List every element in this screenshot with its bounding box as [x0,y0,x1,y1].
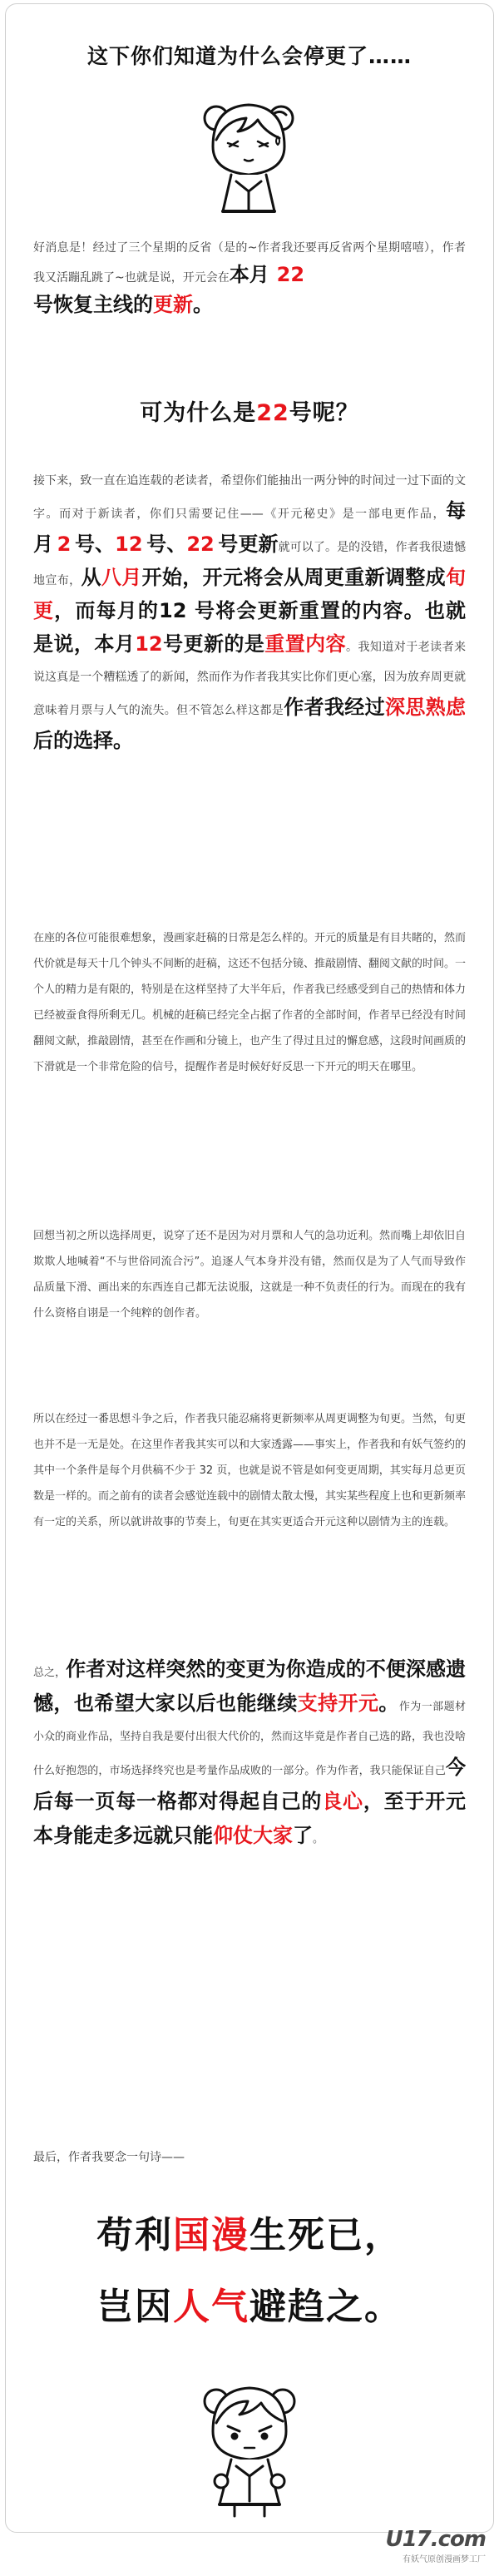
chibi-girl-icon [198,2371,301,2521]
conclusion-paragraph: 总之，作者对这样突然的变更为你造成的不便深感遗憾，也希望大家以后也能继续支持开元。作为一部题材小众的商业作品，坚持自我是要付出很大代价的，然而这毕竟是作者自己选的路，我也没啥什么好抱怨的，市场选择终究也是考量作品成败的一部分。作为作者，我只能保证自己今后每一页每一格都对得起自己的良心，至于开元本身能走多远就只能仰仗大家了。 [33,1657,467,1847]
question-heading: 可为什么是22号呢？ [140,400,359,426]
workload-paragraph: 在座的各位可能很难想象，漫画家赶稿的日常是怎么样的。开元的质量是有目共睹的，然而代价就是每天十几个钟头不间断的赶稿，这还不包括分镜、推敲剧情、翻阅文献的时间。一个人的精力是有限的，特别是在这样坚持了大半年后，作者我已经感受到自己的热情和体力已经被蚕食得所剩无几。机械的赶稿已经完全占据了作者的全部时间，作者早已经没有时间翻阅文献，推敲剧情，甚至在作画和分镜上，也产生了得过且过的懈怠感，这段时间画质的下滑就是一个非常危险的信号，提醒作者是时候好好反思一下开元的明天在哪里。 [33,932,467,1073]
closing-line: 最后，作者我要念一句诗—— [33,2151,185,2164]
u17-watermark: U17.com 有妖气原创漫画梦工厂 [385,2527,486,2564]
reflection-paragraph: 回想当初之所以选择周更，说穿了还不是因为对月票和人气的急功近利。然而嘴上却依旧自欺欺人地喊着“不与世俗同流合污”。追逐人气本身并没有错，然而仅是为了人气而导致作品质量下滑、画出来的东西连自己都无法说服，这就是一种不负责任的行为。而现在的我有什么资格自诩是一个纯粹的创作者。 [33,1230,467,1320]
schedule-paragraph: 接下来，致一直在追连载的老读者，希望你们能抽出一两分钟的时间过一过下面的文字。而对于新读者，你们只需要记住——《开元秘史》是一部电更作品，每月 2 号、12 号、22 号更新就可以了。是的没错，作者我很遗憾地宣布，从八月开始，开元将会从周更重新调整成旬更，而每月的12 号将会更新重置的内容。也就是说，本月12号更新的是重置内容。我知道对于老读者来说这真是一个糟糕透了的新闻，然而作为作者我其实比你们更心塞，因为放弃周更就意味着月票与人气的流失。但不管怎么样这都是作者我经过深思熟虑后的选择。 [33,474,467,752]
chibi-girl-icon [198,88,299,221]
poem-line-1: 苟利国漫生死已， [96,2214,403,2256]
page-title: 这下你们知道为什么会停更了…… [86,44,412,68]
decision-paragraph: 所以在经过一番思想斗争之后，作者我只能忍痛将更新频率从周更调整为旬更。当然，旬更也并不是一无是处。在这里作者我其实可以和大家透露——事实上，作者我和有妖气签约的其中一个条件是每个月供稿不少于 32 页，也就是说不管是如何变更周期，其实每月总更页数是一样的。而之前有的读者会感觉连载中的剧情太散太慢，其实某些程度上也和更新频率有一定的关系，所以就讲故事的节奏上，旬更在其实更适合开元这种以剧情为主的连载。 [33,1413,467,1528]
intro-paragraph: 好消息是！经过了三个星期的反省（是的~作者我还要再反省两个星期嘻嘻），作者我又活蹦乱跳了~也就是说，开元会在本月 22 号恢复主线的更新。 [33,241,466,316]
poem-line-2: 岂因人气避趋之。 [96,2286,403,2328]
